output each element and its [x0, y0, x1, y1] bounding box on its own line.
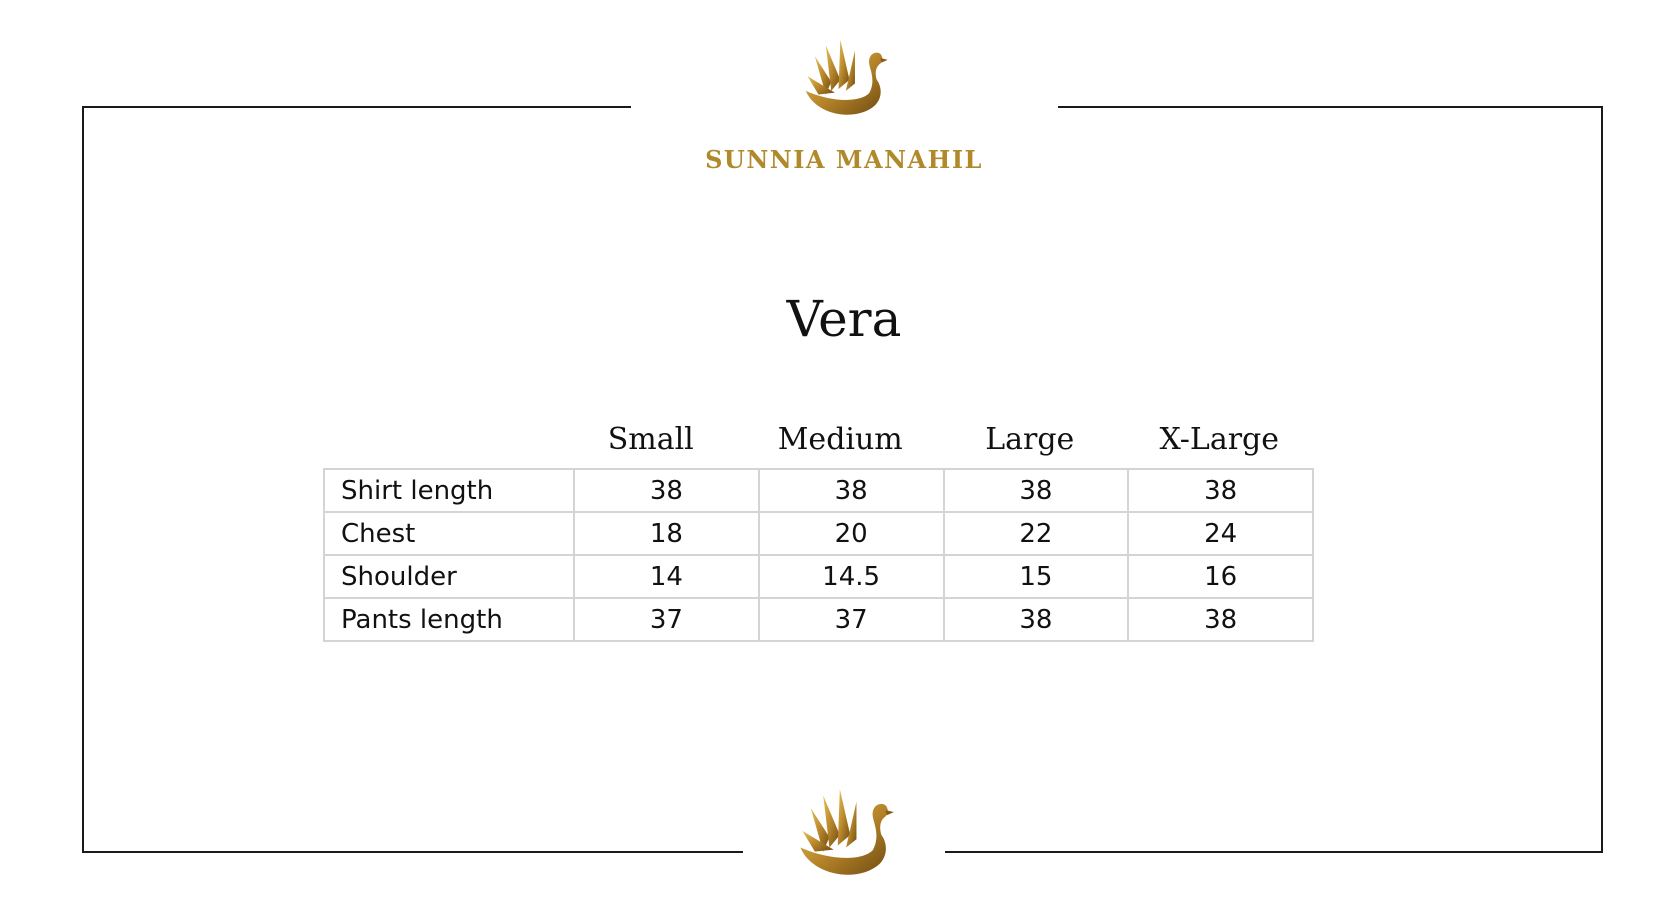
table-row: [324, 598, 1313, 641]
frame-top-left-line: [82, 106, 631, 108]
table-cell: 14.5: [759, 555, 944, 598]
table-cell: 15: [944, 555, 1129, 598]
column-header-medium: Medium: [777, 422, 903, 457]
column-header-large: Large: [985, 422, 1075, 457]
row-label-chest: Chest: [324, 512, 574, 555]
brand-name: SUNNIA MANAHIL: [705, 145, 983, 174]
swan-logo-icon: [798, 38, 890, 120]
table-cell: 38: [944, 598, 1129, 641]
table-cell: 24: [1128, 512, 1313, 555]
size-chart-table: [323, 468, 1314, 642]
table-cell: 38: [1128, 598, 1313, 641]
table-cell: 18: [574, 512, 759, 555]
table-cell: 38: [944, 469, 1129, 512]
table-row: [324, 469, 1313, 512]
column-header-small: Small: [607, 422, 694, 457]
frame-bottom-right-line: [945, 851, 1603, 853]
table-cell: 22: [944, 512, 1129, 555]
table-cell: 37: [759, 598, 944, 641]
table-cell: 38: [759, 469, 944, 512]
row-label-shoulder: Shoulder: [324, 555, 574, 598]
table-cell: 37: [574, 598, 759, 641]
frame-bottom-left-line: [82, 851, 743, 853]
frame-top-right-line: [1058, 106, 1603, 108]
column-header-x-large: X-Large: [1159, 422, 1280, 457]
page-title: Vera: [786, 290, 902, 348]
row-label-shirt-length: Shirt length: [324, 469, 574, 512]
frame-right-line: [1601, 106, 1603, 853]
table-row: [324, 555, 1313, 598]
table-cell: 20: [759, 512, 944, 555]
table-cell: 38: [1128, 469, 1313, 512]
table-cell: 14: [574, 555, 759, 598]
table-cell: 38: [574, 469, 759, 512]
row-label-pants-length: Pants length: [324, 598, 574, 641]
frame-left-line: [82, 106, 84, 853]
size-column-headers: [556, 418, 1314, 462]
table-cell: 16: [1128, 555, 1313, 598]
table-row: [324, 512, 1313, 555]
swan-logo-icon: [792, 786, 896, 882]
